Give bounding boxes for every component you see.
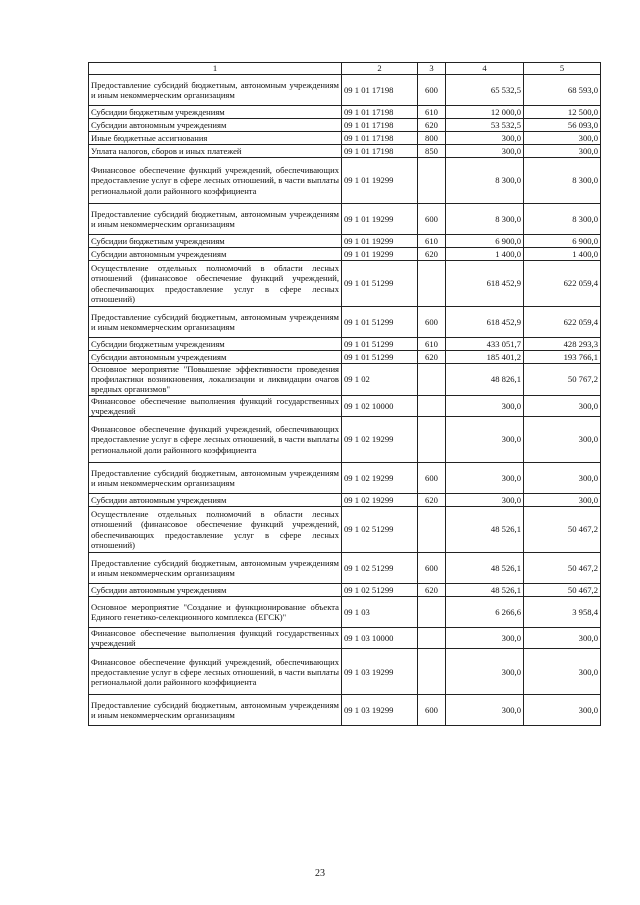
row-amount-col4: 300,0 [446,145,524,158]
row-name: Предоставление субсидий бюджетным, автономным учреждениям и иным некоммерческим организациям [89,75,342,106]
row-amount-col4: 48 826,1 [446,364,524,396]
row-code: 09 1 03 19299 [342,649,418,695]
row-expense-type [418,395,446,416]
row-amount-col4: 12 000,0 [446,106,524,119]
row-expense-type: 600 [418,695,446,726]
row-expense-type: 600 [418,75,446,106]
row-amount-col5: 56 093,0 [524,119,601,132]
header-col-4: 4 [446,63,524,75]
row-amount-col5: 428 293,3 [524,338,601,351]
row-code: 09 1 03 19299 [342,695,418,726]
row-name: Финансовое обеспечение функций учреждений, обеспечивающих предоставление услуг в сфере лесных отношений, в части выплаты региональной доли районного коэффициента [89,417,342,463]
row-code: 09 1 01 51299 [342,307,418,338]
table-row [89,119,601,132]
row-name: Финансовое обеспечение функций учреждений, обеспечивающих предоставление услуг в сфере лесных отношений, в части выплаты региональной доли районного коэффициента [89,158,342,204]
row-name: Субсидии автономным учреждениям [89,351,342,364]
row-amount-col4: 8 300,0 [446,204,524,235]
row-amount-col4: 618 452,9 [446,307,524,338]
row-amount-col4: 300,0 [446,395,524,416]
row-name: Субсидии бюджетным учреждениям [89,338,342,351]
row-expense-type [418,417,446,463]
row-amount-col5: 622 059,4 [524,261,601,307]
row-expense-type: 600 [418,553,446,584]
row-amount-col5: 12 500,0 [524,106,601,119]
row-amount-col5: 68 593,0 [524,75,601,106]
row-expense-type: 620 [418,494,446,507]
table-row [89,235,601,248]
row-name: Субсидии автономным учреждениям [89,119,342,132]
row-amount-col4: 300,0 [446,628,524,649]
row-amount-col5: 3 958,4 [524,597,601,628]
row-code: 09 1 02 19299 [342,417,418,463]
row-code: 09 1 02 51299 [342,507,418,553]
row-expense-type: 600 [418,307,446,338]
row-expense-type [418,364,446,396]
row-code: 09 1 01 51299 [342,351,418,364]
table-row [89,75,601,106]
row-amount-col4: 8 300,0 [446,158,524,204]
row-name: Субсидии автономным учреждениям [89,494,342,507]
row-expense-type: 800 [418,132,446,145]
row-name: Предоставление субсидий бюджетным, автономным учреждениям и иным некоммерческим организациям [89,695,342,726]
row-amount-col5: 300,0 [524,628,601,649]
table-row [89,145,601,158]
row-amount-col4: 53 532,5 [446,119,524,132]
table-row [89,553,601,584]
row-code: 09 1 01 17198 [342,145,418,158]
row-code: 09 1 02 [342,364,418,396]
table-row [89,597,601,628]
row-amount-col4: 300,0 [446,463,524,494]
row-amount-col5: 300,0 [524,417,601,463]
row-name: Субсидии автономным учреждениям [89,584,342,597]
header-col-3: 3 [418,63,446,75]
table-row [89,338,601,351]
row-amount-col5: 8 300,0 [524,158,601,204]
row-name: Основное мероприятие "Создание и функционирование объекта Единого генетико-селекционного комплекса (ЕГСК)" [89,597,342,628]
row-code: 09 1 02 51299 [342,584,418,597]
row-name: Осуществление отдельных полномочий в области лесных отношений (финансовое обеспечение функций учреждений, обеспечивающих предоставление услуг в сфере лесных отношений) [89,261,342,307]
row-expense-type: 600 [418,463,446,494]
row-name: Осуществление отдельных полномочий в области лесных отношений (финансовое обеспечение функций учреждений, обеспечивающих предоставление услуг в сфере лесных отношений) [89,507,342,553]
row-code: 09 1 01 17198 [342,119,418,132]
page-number: 23 [315,868,325,879]
row-amount-col4: 1 400,0 [446,248,524,261]
row-amount-col4: 185 401,2 [446,351,524,364]
row-name: Предоставление субсидий бюджетным, автономным учреждениям и иным некоммерческим организациям [89,463,342,494]
row-name: Уплата налогов, сборов и иных платежей [89,145,342,158]
row-name: Иные бюджетные ассигнования [89,132,342,145]
table-row [89,584,601,597]
row-amount-col5: 300,0 [524,494,601,507]
table-row [89,628,601,649]
row-amount-col5: 300,0 [524,395,601,416]
row-expense-type: 620 [418,584,446,597]
row-amount-col5: 50 467,2 [524,507,601,553]
row-expense-type [418,649,446,695]
row-amount-col5: 300,0 [524,695,601,726]
row-amount-col5: 6 900,0 [524,235,601,248]
row-amount-col5: 193 766,1 [524,351,601,364]
table-header-row [89,63,601,75]
table-row [89,463,601,494]
row-amount-col4: 618 452,9 [446,261,524,307]
row-code: 09 1 02 19299 [342,494,418,507]
row-name: Финансовое обеспечение функций учреждений, обеспечивающих предоставление услуг в сфере лесных отношений, в части выплаты региональной доли районного коэффициента [89,649,342,695]
table-row [89,261,601,307]
row-code: 09 1 02 10000 [342,395,418,416]
table-row [89,158,601,204]
row-code: 09 1 03 10000 [342,628,418,649]
table-row [89,204,601,235]
header-col-2: 2 [342,63,418,75]
row-name: Субсидии автономным учреждениям [89,248,342,261]
row-amount-col4: 300,0 [446,695,524,726]
row-expense-type [418,261,446,307]
row-amount-col4: 6 266,6 [446,597,524,628]
row-name: Предоставление субсидий бюджетным, автономным учреждениям и иным некоммерческим организациям [89,307,342,338]
row-amount-col5: 50 467,2 [524,584,601,597]
table-row [89,649,601,695]
row-amount-col4: 300,0 [446,417,524,463]
row-expense-type: 850 [418,145,446,158]
row-expense-type: 610 [418,106,446,119]
row-amount-col4: 48 526,1 [446,507,524,553]
row-amount-col5: 8 300,0 [524,204,601,235]
row-name: Субсидии бюджетным учреждениям [89,106,342,119]
row-amount-col5: 1 400,0 [524,248,601,261]
row-name: Финансовое обеспечение выполнения функций государственных учреждений [89,395,342,416]
row-amount-col4: 300,0 [446,649,524,695]
row-amount-col5: 622 059,4 [524,307,601,338]
row-code: 09 1 01 17198 [342,106,418,119]
row-amount-col5: 300,0 [524,463,601,494]
row-code: 09 1 01 17198 [342,132,418,145]
row-code: 09 1 02 51299 [342,553,418,584]
row-name: Предоставление субсидий бюджетным, автономным учреждениям и иным некоммерческим организациям [89,204,342,235]
row-code: 09 1 01 19299 [342,248,418,261]
row-amount-col5: 50 467,2 [524,553,601,584]
row-expense-type: 610 [418,338,446,351]
table-row [89,106,601,119]
row-code: 09 1 01 19299 [342,204,418,235]
row-code: 09 1 01 51299 [342,261,418,307]
row-code: 09 1 01 19299 [342,158,418,204]
table-row [89,695,601,726]
row-expense-type [418,628,446,649]
budget-table [88,62,601,726]
row-expense-type: 620 [418,351,446,364]
row-amount-col4: 433 051,7 [446,338,524,351]
table-row [89,351,601,364]
row-amount-col5: 50 767,2 [524,364,601,396]
table-row [89,132,601,145]
table-row [89,307,601,338]
row-amount-col5: 300,0 [524,145,601,158]
row-name: Субсидии бюджетным учреждениям [89,235,342,248]
table-row [89,417,601,463]
header-col-5: 5 [524,63,601,75]
table-row [89,248,601,261]
row-name: Предоставление субсидий бюджетным, автономным учреждениям и иным некоммерческим организациям [89,553,342,584]
table-row [89,364,601,396]
row-code: 09 1 03 [342,597,418,628]
row-expense-type: 620 [418,248,446,261]
row-name: Основное мероприятие "Повышение эффективности проведения профилактики возникновения, локализации и ликвидации очагов вредных организмов" [89,364,342,396]
row-code: 09 1 02 19299 [342,463,418,494]
row-amount-col5: 300,0 [524,649,601,695]
row-amount-col4: 48 526,1 [446,553,524,584]
row-expense-type: 600 [418,204,446,235]
table-row [89,494,601,507]
row-amount-col4: 300,0 [446,494,524,507]
row-name: Финансовое обеспечение выполнения функций государственных учреждений [89,628,342,649]
row-code: 09 1 01 51299 [342,338,418,351]
row-amount-col4: 6 900,0 [446,235,524,248]
row-expense-type [418,597,446,628]
row-expense-type: 620 [418,119,446,132]
row-amount-col5: 300,0 [524,132,601,145]
row-expense-type [418,158,446,204]
table-row [89,507,601,553]
row-expense-type [418,507,446,553]
table-row [89,395,601,416]
row-code: 09 1 01 17198 [342,75,418,106]
row-amount-col4: 65 532,5 [446,75,524,106]
row-expense-type: 610 [418,235,446,248]
row-amount-col4: 48 526,1 [446,584,524,597]
row-amount-col4: 300,0 [446,132,524,145]
header-col-1: 1 [89,63,342,75]
row-code: 09 1 01 19299 [342,235,418,248]
